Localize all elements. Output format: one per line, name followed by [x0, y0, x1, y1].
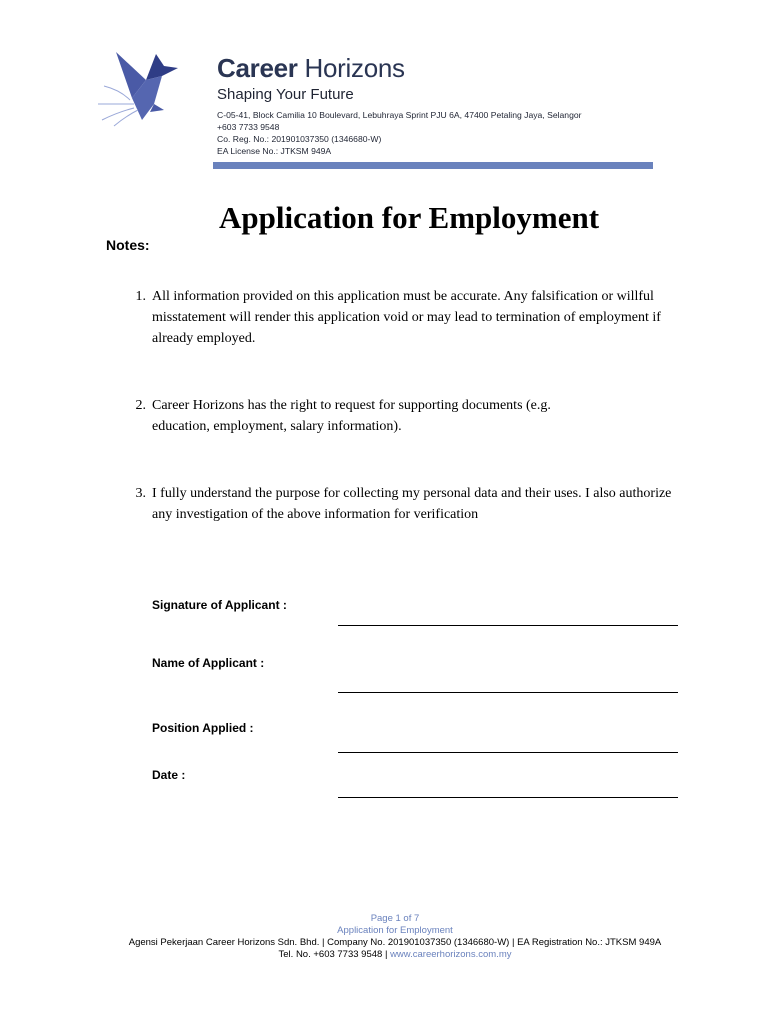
signature-label: Signature of Applicant : [152, 598, 287, 612]
signature-field[interactable] [338, 625, 678, 626]
note-item [120, 286, 700, 349]
footer-doc-title: Application for Employment [337, 925, 453, 936]
footer-company: Agensi Pekerjaan Career Horizons Sdn. Bhd. | Company No. 201901037350 (1346680-W) | EA Registration No.: JTKSM 949A [128, 937, 662, 948]
note-text: I fully understand the purpose for collecting my personal data and their uses. I also authorize any investigation of the above information for verification [152, 486, 672, 522]
note-number: 3. [135, 486, 146, 501]
notes-heading: Notes: [106, 237, 150, 253]
name-field[interactable] [338, 692, 678, 693]
position-label: Position Applied : [152, 721, 254, 735]
footer-tel: Tel. No. +603 7733 9548 | [278, 949, 391, 960]
note-item [120, 395, 700, 437]
brand-name-rest: Horizons [304, 53, 405, 83]
bird-logo-icon [94, 46, 184, 130]
date-field[interactable] [338, 797, 678, 798]
website-link[interactable]: www.careerhorizons.com.my [390, 949, 512, 960]
date-label: Date : [152, 768, 186, 782]
tagline: Shaping Your Future [217, 86, 354, 103]
page-title: Application for Employment [218, 200, 600, 235]
name-label: Name of Applicant : [152, 656, 265, 670]
note-text: Career Horizons has the right to request for supporting documents (e.g. education, employment, salary information). [152, 398, 551, 434]
company-phone: +603 7733 9548 [217, 122, 280, 132]
page-number: Page 1 of 7 [370, 913, 420, 924]
ea-license: EA License No.: JTKSM 949A [217, 146, 332, 156]
note-item [120, 483, 700, 525]
company-address: C-05-41, Block Camilia 10 Boulevard, Lebuhraya Sprint PJU 6A, 47400 Petaling Jaya, Selangor [217, 110, 582, 120]
footer-contact [0, 949, 768, 960]
position-field[interactable] [338, 752, 678, 753]
note-number: 1. [135, 289, 146, 304]
company-reg-no: Co. Reg. No.: 201901037350 (1346680-W) [217, 134, 382, 144]
header-divider [213, 162, 653, 169]
brand-name-bold: Career [217, 53, 298, 83]
note-text: All information provided on this application must be accurate. Any falsification or willful misstatement will render this application void or may lead to termination of employment if already employed. [152, 289, 661, 346]
note-number: 2. [135, 398, 146, 413]
brand-name [217, 53, 405, 84]
